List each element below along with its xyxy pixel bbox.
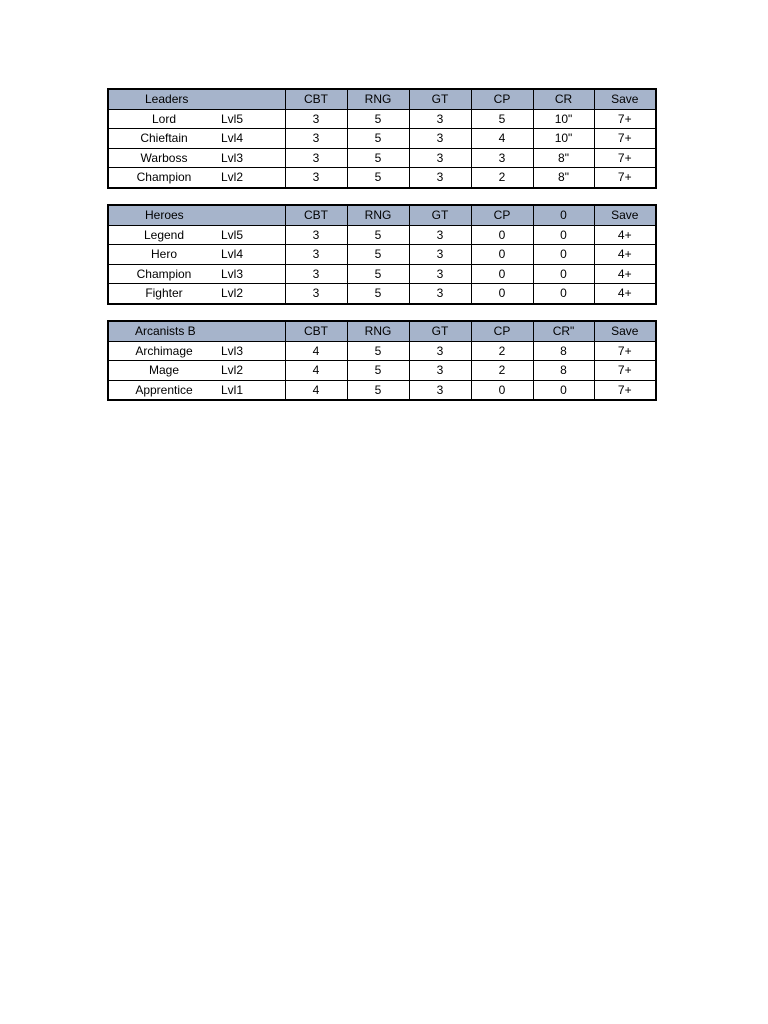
column-header: CP xyxy=(471,89,533,109)
stat-cell: 7+ xyxy=(594,380,656,400)
stat-cell: 3 xyxy=(285,284,347,304)
table-row xyxy=(108,109,656,129)
unit-name: Chieftain xyxy=(108,129,219,149)
stat-cell: 3 xyxy=(409,245,471,265)
unit-name: Lord xyxy=(108,109,219,129)
table-row xyxy=(108,264,656,284)
stat-cell: 5 xyxy=(347,225,409,245)
stat-cell: 3 xyxy=(285,245,347,265)
stat-cell: 3 xyxy=(409,341,471,361)
column-header: GT xyxy=(409,89,471,109)
stat-cell: 0 xyxy=(471,284,533,304)
column-header: GT xyxy=(409,205,471,225)
table-title: Leaders xyxy=(108,89,219,109)
stat-cell: 8" xyxy=(533,168,594,188)
table-header-row xyxy=(108,89,656,109)
header-blank xyxy=(219,321,285,341)
stat-cell: 4 xyxy=(471,129,533,149)
column-header: Save xyxy=(594,89,656,109)
table-row xyxy=(108,168,656,188)
unit-name: Hero xyxy=(108,245,219,265)
column-header: RNG xyxy=(347,89,409,109)
unit-level: Lvl5 xyxy=(219,225,285,245)
table-row xyxy=(108,341,656,361)
stat-cell: 4 xyxy=(285,341,347,361)
stat-cell: 7+ xyxy=(594,361,656,381)
stat-cell: 0 xyxy=(471,225,533,245)
unit-level: Lvl5 xyxy=(219,109,285,129)
table-row xyxy=(108,380,656,400)
stat-cell: 0 xyxy=(471,264,533,284)
stat-cell: 5 xyxy=(471,109,533,129)
stat-cell: 3 xyxy=(409,284,471,304)
unit-level: Lvl2 xyxy=(219,284,285,304)
column-header: CBT xyxy=(285,89,347,109)
table-header-row xyxy=(108,321,656,341)
stat-cell: 3 xyxy=(471,148,533,168)
column-header: CR xyxy=(533,89,594,109)
stat-cell: 5 xyxy=(347,361,409,381)
stat-cell: 4+ xyxy=(594,284,656,304)
stat-cell: 0 xyxy=(533,264,594,284)
stat-cell: 3 xyxy=(285,264,347,284)
stat-cell: 5 xyxy=(347,264,409,284)
column-header: CBT xyxy=(285,205,347,225)
stat-cell: 0 xyxy=(533,225,594,245)
stat-cell: 5 xyxy=(347,109,409,129)
stat-cell: 8 xyxy=(533,341,594,361)
stat-cell: 3 xyxy=(409,264,471,284)
stat-cell: 0 xyxy=(471,380,533,400)
heroes-table xyxy=(107,204,657,305)
stat-cell: 8 xyxy=(533,361,594,381)
stat-cell: 5 xyxy=(347,284,409,304)
stat-cell: 4+ xyxy=(594,264,656,284)
unit-level: Lvl4 xyxy=(219,129,285,149)
stat-cell: 5 xyxy=(347,341,409,361)
stat-cell: 0 xyxy=(471,245,533,265)
arcanists-table xyxy=(107,320,657,401)
unit-level: Lvl4 xyxy=(219,245,285,265)
stat-cell: 4 xyxy=(285,380,347,400)
table-row xyxy=(108,148,656,168)
column-header: Save xyxy=(594,321,656,341)
unit-level: Lvl3 xyxy=(219,148,285,168)
stat-cell: 8" xyxy=(533,148,594,168)
stat-cell: 10" xyxy=(533,109,594,129)
stat-cell: 5 xyxy=(347,168,409,188)
column-header: RNG xyxy=(347,205,409,225)
stat-cell: 3 xyxy=(409,361,471,381)
stat-cell: 3 xyxy=(409,225,471,245)
stat-cell: 3 xyxy=(285,129,347,149)
header-blank xyxy=(219,205,285,225)
stat-cell: 7+ xyxy=(594,148,656,168)
stat-cell: 7+ xyxy=(594,168,656,188)
unit-level: Lvl3 xyxy=(219,264,285,284)
table-title: Heroes xyxy=(108,205,219,225)
stat-cell: 5 xyxy=(347,148,409,168)
unit-level: Lvl1 xyxy=(219,380,285,400)
stat-cell: 3 xyxy=(285,225,347,245)
table-row xyxy=(108,225,656,245)
table-row xyxy=(108,129,656,149)
unit-level: Lvl3 xyxy=(219,341,285,361)
unit-level: Lvl2 xyxy=(219,361,285,381)
stat-cell: 0 xyxy=(533,284,594,304)
unit-name: Fighter xyxy=(108,284,219,304)
stat-cell: 3 xyxy=(285,109,347,129)
stat-cell: 2 xyxy=(471,361,533,381)
table-header-row xyxy=(108,205,656,225)
stat-cell: 0 xyxy=(533,245,594,265)
stat-cell: 5 xyxy=(347,380,409,400)
unit-name: Champion xyxy=(108,264,219,284)
unit-name: Archimage xyxy=(108,341,219,361)
column-header: RNG xyxy=(347,321,409,341)
table-row xyxy=(108,284,656,304)
unit-name: Warboss xyxy=(108,148,219,168)
stat-cell: 3 xyxy=(285,148,347,168)
stat-cell: 3 xyxy=(409,148,471,168)
stat-cell: 10" xyxy=(533,129,594,149)
stat-cell: 4+ xyxy=(594,225,656,245)
column-header: Save xyxy=(594,205,656,225)
table-title: Arcanists B xyxy=(108,321,219,341)
stat-cell: 4 xyxy=(285,361,347,381)
column-header: CBT xyxy=(285,321,347,341)
unit-level: Lvl2 xyxy=(219,168,285,188)
column-header: CR" xyxy=(533,321,594,341)
column-header: CP xyxy=(471,205,533,225)
header-blank xyxy=(219,89,285,109)
column-header: 0 xyxy=(533,205,594,225)
leaders-table xyxy=(107,88,657,189)
stat-cell: 3 xyxy=(409,109,471,129)
table-row xyxy=(108,361,656,381)
stat-cell: 5 xyxy=(347,245,409,265)
stat-cell: 7+ xyxy=(594,129,656,149)
unit-name: Mage xyxy=(108,361,219,381)
unit-name: Apprentice xyxy=(108,380,219,400)
stat-cell: 0 xyxy=(533,380,594,400)
stat-cell: 3 xyxy=(409,380,471,400)
stat-cell: 7+ xyxy=(594,109,656,129)
table-row xyxy=(108,245,656,265)
stat-cell: 5 xyxy=(347,129,409,149)
column-header: GT xyxy=(409,321,471,341)
stat-cell: 2 xyxy=(471,341,533,361)
stat-cell: 2 xyxy=(471,168,533,188)
stat-cell: 7+ xyxy=(594,341,656,361)
stat-cell: 4+ xyxy=(594,245,656,265)
column-header: CP xyxy=(471,321,533,341)
stat-cell: 3 xyxy=(285,168,347,188)
unit-name: Legend xyxy=(108,225,219,245)
stat-cell: 3 xyxy=(409,168,471,188)
unit-name: Champion xyxy=(108,168,219,188)
stat-cell: 3 xyxy=(409,129,471,149)
